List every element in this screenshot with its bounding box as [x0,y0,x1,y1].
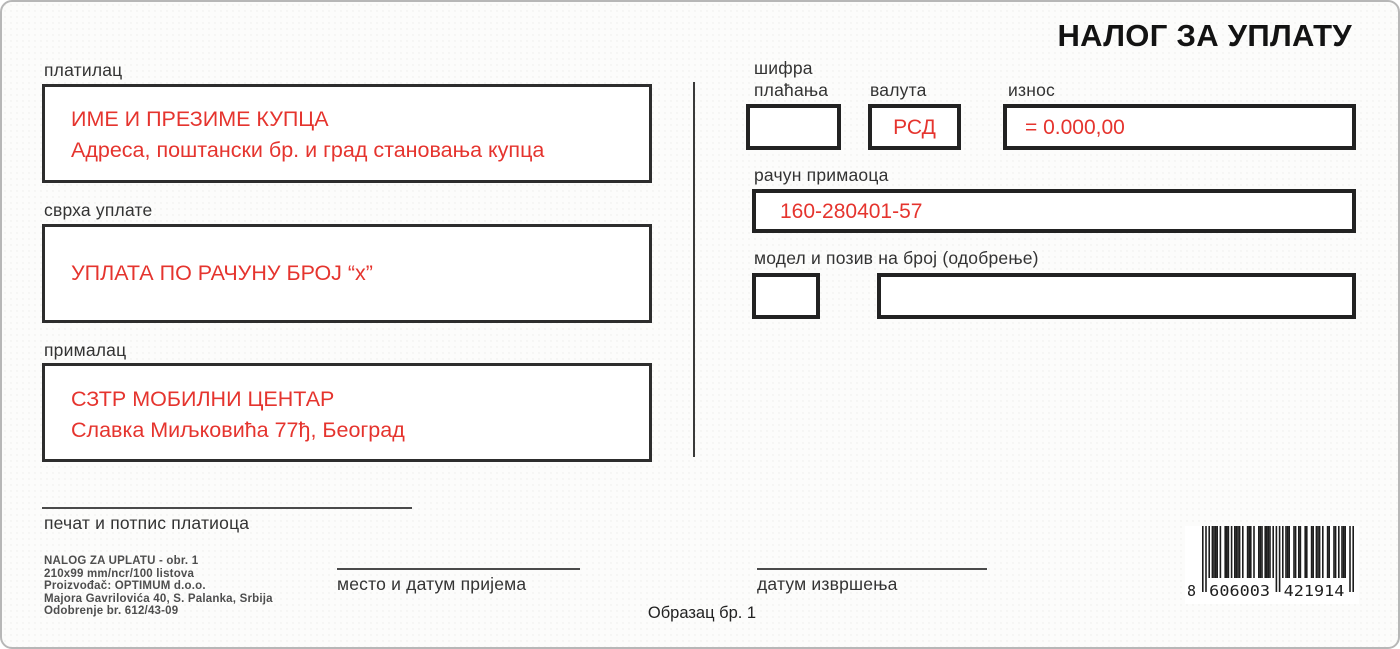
payer-address-value: Адреса, поштански бр. и град становања купца [71,138,545,162]
print-info-line: NALOG ZA UPLATU - obr. 1 [44,555,199,567]
currency-label: валута [870,80,927,100]
svg-text:606003: 606003 [1209,582,1270,600]
recipient-name-value: СЗТР МОБИЛНИ ЦЕНТАР [71,387,335,411]
payer-label: платилац [44,60,123,80]
execution-date-line [757,568,987,570]
svg-text:8: 8 [1187,582,1197,600]
barcode-svg [1185,526,1359,604]
model-box [752,273,820,319]
stamp-signature-line [42,507,412,509]
form-number: Образац бр. 1 [647,604,757,622]
payer-name-value: ИМЕ И ПРЕЗИМЕ КУПЦА [71,107,329,131]
payer-box [42,84,652,183]
barcode [1185,526,1359,604]
currency-box [868,104,961,150]
execution-date-label: датум извршења [757,574,898,594]
purpose-box [42,224,652,323]
currency-value: РСД [893,115,936,139]
svg-text:421914: 421914 [1283,582,1345,600]
print-info-line: Odobrenje br. 612/43-09 [44,605,179,618]
recipient-label: прималац [44,340,127,360]
amount-label: износ [1008,80,1055,100]
payment-code-label: шифра плаћања [754,58,829,100]
print-info [44,555,273,618]
recipient-account-value: 160-280401-57 [780,199,923,223]
recipient-account-box [752,189,1356,233]
amount-box [1003,104,1356,150]
print-info-line: 210x99 mm/ncr/100 listova [44,567,195,580]
reference-box [877,273,1356,319]
stamp-signature-label: печат и потпис платиоца [44,513,250,533]
print-info-line: Majora Gavrilovića 40, S. Palanka, Srbija [44,592,273,605]
vertical-divider [693,82,695,457]
model-reference-label: модел и позив на број (одобрење) [754,248,1039,268]
purpose-label: сврха уплате [44,200,153,220]
receipt-place-date-line [337,568,580,570]
payment-code-box [746,104,841,150]
amount-value: = 0.000,00 [1025,115,1125,139]
receipt-place-date-label: место и датум пријема [337,574,527,594]
print-info-line: Proizvođač: OPTIMUM d.o.o. [44,580,206,593]
recipient-address-value: Славка Миљковића 77ђ, Београд [71,418,405,442]
form-title: НАЛОГ ЗА УПЛАТУ [1057,18,1352,53]
recipient-box [42,363,652,462]
purpose-value: УПЛАТА ПО РАЧУНУ БРОЈ “х” [71,261,373,285]
recipient-account-label: рачун примаоца [754,165,889,185]
